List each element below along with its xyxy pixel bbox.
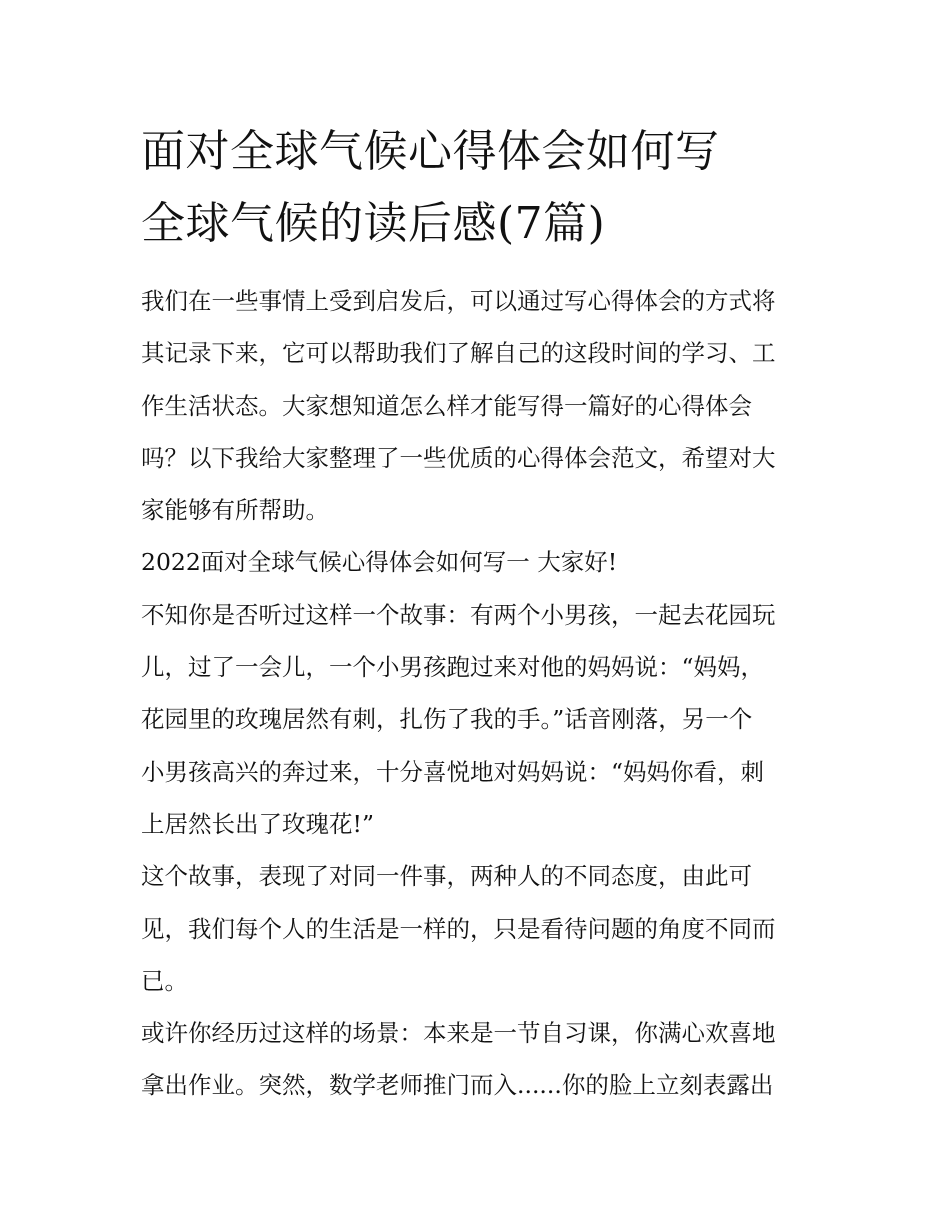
body-line: 已。 [141,966,188,995]
body-line: 这个故事，表现了对同一件事，两种人的不同态度，由此可 [141,862,752,891]
body-line: 或许你经历过这样的场景：本来是一节自习课，你满心欢喜地 [141,1019,776,1048]
section-heading-line: 2022面对全球气候心得体会如何写一 大家好! [141,548,618,577]
body-line: 作生活状态。大家想知道怎么样才能写得一篇好的心得体会 [141,391,752,420]
body-line: 我们在一些事情上受到启发后，可以通过写心得体会的方式将 [141,287,776,315]
body-line: 不知你是否听过这样一个故事：有两个小男孩，一起去花园玩 [141,600,776,629]
body-line: 花园里的玫瑰居然有刺，扎伤了我的手。”话音刚落，另一个 [141,705,753,734]
body-line: 家能够有所帮助。 [141,496,329,525]
title-line: 全球气候的读后感(7篇) [141,198,606,249]
body-line: 拿出作业。突然，数学老师推门而入......你的脸上立刻表露出 [141,1071,774,1100]
body-line: 小男孩高兴的奔过来，十分喜悦地对妈妈说：“妈妈你看，刺 [141,757,765,786]
body-line: 儿，过了一会儿，一个小男孩跑过来对他的妈妈说：“妈妈， [141,653,765,682]
body-line: 上居然长出了玫瑰花!” [141,809,374,838]
document-title [141,116,831,260]
document-body [141,275,831,1112]
body-line: 见，我们每个人的生活是一样的，只是看待问题的角度不同而 [141,914,776,943]
body-line: 吗？以下我给大家整理了一些优质的心得体会范文，希望对大 [141,443,776,472]
title-line: 面对全球气候心得体会如何写 [141,126,720,177]
body-line: 其记录下来，它可以帮助我们了解自己的这段时间的学习、工 [141,339,776,368]
